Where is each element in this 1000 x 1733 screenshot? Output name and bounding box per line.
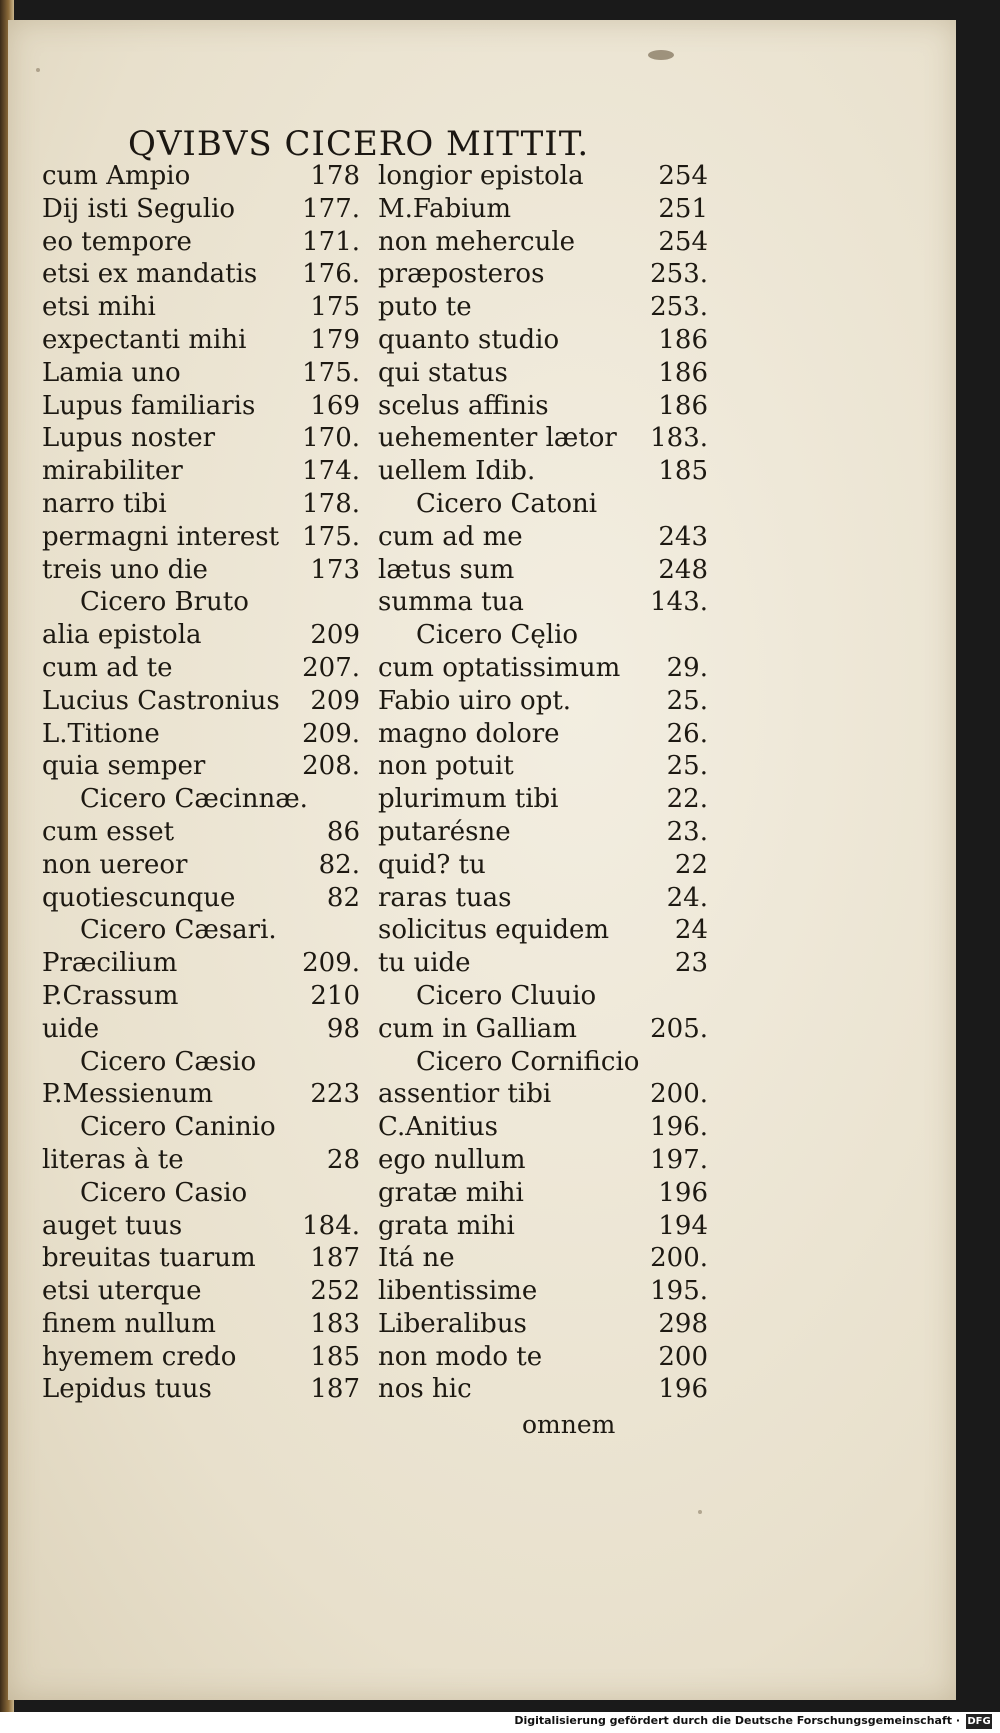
entry-text: non modo te: [378, 1341, 543, 1372]
index-entry: [42, 685, 360, 718]
entry-text: non uereor: [42, 849, 188, 880]
entry-text: cum Ampio: [42, 161, 191, 191]
entry-page-number: 209.: [302, 948, 360, 979]
index-entry: [42, 718, 360, 751]
entry-page-number: 210: [310, 980, 360, 1011]
entry-page-number: 185: [310, 1341, 360, 1372]
index-entry: [378, 324, 708, 357]
index-entry: [42, 882, 360, 915]
entry-page-number: 173: [310, 554, 360, 585]
entry-page-number: 207.: [302, 652, 360, 683]
entry-page-number: 177.: [302, 193, 360, 224]
entry-text: Cicero Cæsari.: [80, 915, 277, 946]
entry-page-number: 28: [326, 1144, 360, 1175]
entry-page-number: 25.: [666, 751, 708, 782]
entry-page-number: 143.: [650, 587, 708, 618]
index-heading: [378, 619, 708, 652]
entry-text: cum ad me: [378, 521, 523, 552]
entry-page-number: 251: [658, 193, 708, 224]
paper-speck: [698, 1510, 702, 1514]
entry-text: L.Titione: [42, 718, 160, 749]
entry-text: cum in Galliam: [378, 1013, 577, 1044]
entry-text: Cicero Cęlio: [416, 620, 579, 651]
index-entry: [378, 586, 708, 619]
index-entry: [42, 1308, 360, 1341]
index-entry: [378, 1275, 708, 1308]
entry-text: uide: [42, 1013, 100, 1044]
entry-text: literas à te: [42, 1144, 184, 1175]
entry-text: Dij isti Segulio: [42, 193, 236, 224]
entry-text: P.Messienum: [42, 1079, 214, 1110]
entry-page-number: 82.: [318, 849, 360, 880]
entry-text: cum ad te: [42, 652, 173, 683]
entry-page-number: 26.: [666, 718, 708, 749]
index-entry: [42, 750, 360, 783]
entry-page-number: 176.: [302, 259, 360, 290]
index-entry: [378, 947, 708, 980]
footer-credit: Digitalisierung gefördert durch die Deutsche Forschungsgemeinschaft ·: [514, 1714, 960, 1727]
entry-page-number: 187: [310, 1374, 360, 1405]
index-entry: [42, 291, 360, 324]
entry-page-number: 86: [326, 816, 360, 847]
entry-text: longior epistola: [378, 161, 584, 191]
page-title: QVIBVS CICERO MITTIT.: [128, 124, 590, 164]
entry-page-number: 23: [674, 948, 708, 979]
entry-page-number: 174.: [302, 456, 360, 487]
entry-page-number: 22: [674, 849, 708, 880]
entry-page-number: 175.: [302, 357, 360, 388]
entry-text: uehementer lætor: [378, 423, 617, 454]
ink-smudge: [648, 50, 674, 60]
index-entry: [378, 1177, 708, 1210]
entry-text: assentior tibi: [378, 1079, 552, 1110]
index-entry: [42, 1078, 360, 1111]
index-entry: [378, 160, 708, 193]
entry-page-number: 209.: [302, 718, 360, 749]
entry-page-number: 254: [658, 161, 708, 191]
entry-text: plurimum tibi: [378, 784, 559, 815]
entry-text: Cicero Bruto: [80, 587, 249, 618]
index-entry: [378, 390, 708, 423]
entry-page-number: 23.: [666, 816, 708, 847]
entry-page-number: 208.: [302, 751, 360, 782]
index-entry: [42, 849, 360, 882]
entry-page-number: 22.: [666, 784, 708, 815]
index-entry: [42, 816, 360, 849]
entry-text: Itá ne: [378, 1243, 455, 1274]
entry-text: putarésne: [378, 816, 511, 847]
entry-text: P.Crassum: [42, 980, 179, 1011]
index-entry: [42, 160, 360, 193]
index-entry: [378, 521, 708, 554]
index-entry: [42, 619, 360, 652]
entry-page-number: 179: [310, 324, 360, 355]
index-entry: [42, 1210, 360, 1243]
index-entry: [42, 1373, 360, 1406]
entry-text: mirabiliter: [42, 456, 183, 487]
index-entry: [378, 783, 708, 816]
index-entry: [42, 1275, 360, 1308]
entry-page-number: 196.: [650, 1112, 708, 1143]
entry-page-number: 196: [658, 1177, 708, 1208]
index-entry: [378, 1078, 708, 1111]
index-heading: [42, 914, 360, 947]
entry-page-number: 82: [326, 882, 360, 913]
index-entry: [378, 1013, 708, 1046]
entry-text: libentissime: [378, 1276, 538, 1307]
index-entry: [378, 816, 708, 849]
entry-text: breuitas tuarum: [42, 1243, 256, 1274]
index-entry: [378, 1341, 708, 1374]
entry-text: cum esset: [42, 816, 175, 847]
index-entry: [42, 226, 360, 259]
entry-text: Præcilium: [42, 948, 178, 979]
entry-text: gratæ mihi: [378, 1177, 524, 1208]
entry-page-number: 25.: [666, 685, 708, 716]
index-entry: [378, 1111, 708, 1144]
index-entry: [42, 1242, 360, 1275]
entry-text: eo tempore: [42, 226, 192, 257]
entry-text: Lepidus tuus: [42, 1374, 212, 1405]
entry-text: etsi ex mandatis: [42, 259, 258, 290]
entry-text: permagni interest: [42, 521, 280, 552]
index-entry: [378, 291, 708, 324]
entry-page-number: 187: [310, 1243, 360, 1274]
entry-page-number: 175: [310, 292, 360, 323]
entry-text: Lupus familiaris: [42, 390, 256, 421]
index-entry: [42, 1013, 360, 1046]
index-entry: [42, 390, 360, 423]
entry-page-number: 24.: [666, 882, 708, 913]
index-heading: [42, 783, 360, 816]
index-entry: [42, 488, 360, 521]
entry-text: M.Fabium: [378, 193, 512, 224]
entry-text: Lucius Castronius: [42, 685, 280, 716]
entry-page-number: 185: [658, 456, 708, 487]
entry-page-number: 29.: [666, 652, 708, 683]
entry-page-number: 223: [310, 1079, 360, 1110]
entry-page-number: 184.: [302, 1210, 360, 1241]
entry-page-number: 196: [658, 1374, 708, 1405]
catchword: omnem: [522, 1410, 616, 1439]
index-column-right: [378, 160, 708, 1406]
index-entry: [378, 1210, 708, 1243]
entry-text: Cicero Cornificio: [416, 1046, 640, 1077]
index-heading: [42, 1177, 360, 1210]
index-entry: [378, 652, 708, 685]
entry-page-number: 209: [310, 620, 360, 651]
index-entry: [42, 652, 360, 685]
index-entry: [378, 914, 708, 947]
paper-speck: [36, 68, 40, 72]
index-entry: [42, 1341, 360, 1374]
index-entry: [42, 980, 360, 1013]
entry-page-number: 183.: [650, 423, 708, 454]
entry-page-number: 243: [658, 521, 708, 552]
entry-text: lætus sum: [378, 554, 515, 585]
entry-page-number: 178.: [302, 488, 360, 519]
entry-text: hyemem credo: [42, 1341, 237, 1372]
index-entry: [378, 718, 708, 751]
dfg-logo: DFG: [967, 1716, 991, 1727]
index-entry: [378, 193, 708, 226]
entry-text: qui status: [378, 357, 508, 388]
entry-text: Fabio uiro opt.: [378, 685, 572, 716]
entry-page-number: 169: [310, 390, 360, 421]
index-entry: [42, 258, 360, 291]
index-entry: [378, 849, 708, 882]
entry-text: uellem Idib.: [378, 456, 536, 487]
entry-text: nos hic: [378, 1374, 472, 1405]
entry-text: raras tuas: [378, 882, 512, 913]
entry-page-number: 209: [310, 685, 360, 716]
index-entry: [378, 258, 708, 291]
index-entry: [42, 947, 360, 980]
index-entry: [42, 1144, 360, 1177]
entry-text: auget tuus: [42, 1210, 183, 1241]
index-entry: [378, 357, 708, 390]
index-entry: [42, 422, 360, 455]
index-entry: [378, 882, 708, 915]
entry-text: solicitus equidem: [378, 915, 610, 946]
entry-page-number: 253.: [650, 259, 708, 290]
index-entry: [378, 1144, 708, 1177]
entry-text: Cicero Cæsio: [80, 1046, 257, 1077]
entry-text: C.Anitius: [378, 1112, 498, 1143]
index-entry: [42, 521, 360, 554]
index-entry: [378, 1308, 708, 1341]
index-entry: [378, 455, 708, 488]
entry-text: cum optatissimum: [378, 652, 621, 683]
index-entry: [378, 422, 708, 455]
index-heading: [42, 1046, 360, 1079]
index-entry: [42, 193, 360, 226]
entry-text: grata mihi: [378, 1210, 515, 1241]
entry-page-number: 178: [310, 161, 360, 191]
entry-text: etsi uterque: [42, 1276, 202, 1307]
entry-text: quid? tu: [378, 849, 486, 880]
index-column-left: [42, 160, 360, 1406]
entry-text: puto te: [378, 292, 472, 323]
index-entry: [378, 226, 708, 259]
entry-text: præposteros: [378, 259, 545, 290]
entry-text: magno dolore: [378, 718, 560, 749]
entry-page-number: 205.: [650, 1013, 708, 1044]
entry-page-number: 254: [658, 226, 708, 257]
entry-text: Cicero Catoni: [416, 488, 598, 519]
entry-text: Lupus noster: [42, 423, 216, 454]
entry-text: quanto studio: [378, 324, 560, 355]
entry-page-number: 171.: [302, 226, 360, 257]
index-entry: [42, 357, 360, 390]
entry-page-number: 253.: [650, 292, 708, 323]
index-entry: [378, 554, 708, 587]
index-heading: [378, 980, 708, 1013]
entry-page-number: 197.: [650, 1144, 708, 1175]
entry-page-number: 186: [658, 390, 708, 421]
entry-text: expectanti mihi: [42, 324, 247, 355]
entry-text: ego nullum: [378, 1144, 526, 1175]
entry-text: narro tibi: [42, 488, 167, 519]
entry-text: non mehercule: [378, 226, 576, 257]
index-entry: [378, 685, 708, 718]
entry-text: scelus affinis: [378, 390, 549, 421]
entry-text: Cicero Casio: [80, 1177, 248, 1208]
index-entry: [42, 324, 360, 357]
entry-text: etsi mihi: [42, 292, 156, 323]
index-heading: [378, 1046, 708, 1079]
entry-page-number: 200: [658, 1341, 708, 1372]
index-heading: [42, 586, 360, 619]
entry-page-number: 200.: [650, 1079, 708, 1110]
entry-text: non potuit: [378, 751, 514, 782]
index-entry: [378, 750, 708, 783]
index-heading: [378, 488, 708, 521]
entry-text: Liberalibus: [378, 1308, 527, 1339]
entry-page-number: 195.: [650, 1276, 708, 1307]
entry-text: quotiescunque: [42, 882, 236, 913]
index-heading: [42, 1111, 360, 1144]
entry-page-number: 170.: [302, 423, 360, 454]
entry-page-number: 248: [658, 554, 708, 585]
entry-page-number: 24: [674, 915, 708, 946]
entry-page-number: 252: [310, 1276, 360, 1307]
index-entry: [42, 455, 360, 488]
index-entry: [378, 1373, 708, 1406]
entry-page-number: 175.: [302, 521, 360, 552]
entry-page-number: 200.: [650, 1243, 708, 1274]
entry-text: Cicero Cæcinnæ.: [80, 784, 308, 815]
entry-text: treis uno die: [42, 554, 208, 585]
entry-text: summa tua: [378, 587, 524, 618]
entry-text: quia semper: [42, 751, 206, 782]
entry-text: Cicero Caninio: [80, 1112, 276, 1143]
entry-text: finem nullum: [42, 1308, 216, 1339]
entry-page-number: 194: [658, 1210, 708, 1241]
entry-text: Lamia uno: [42, 357, 181, 388]
entry-text: tu uide: [378, 948, 471, 979]
entry-text: alia epistola: [42, 620, 202, 651]
index-entry: [378, 1242, 708, 1275]
entry-text: Cicero Cluuio: [416, 980, 597, 1011]
entry-page-number: 298: [658, 1308, 708, 1339]
entry-page-number: 98: [326, 1013, 360, 1044]
entry-page-number: 186: [658, 324, 708, 355]
entry-page-number: 186: [658, 357, 708, 388]
index-entry: [42, 554, 360, 587]
entry-page-number: 183: [310, 1308, 360, 1339]
